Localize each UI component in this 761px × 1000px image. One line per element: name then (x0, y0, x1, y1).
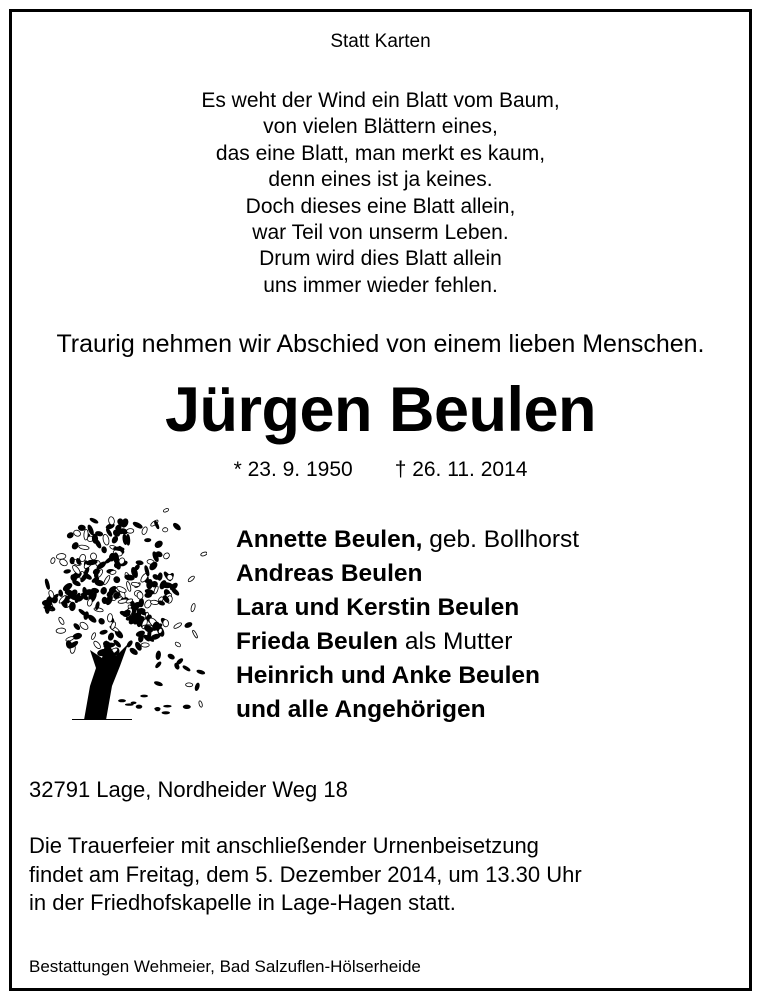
ceremony-line: in der Friedhofskapelle in Lage-Hagen statt. (29, 890, 456, 915)
mourner-name: Annette Beulen, (236, 526, 423, 553)
mourners-list (236, 523, 579, 727)
mourner-row (236, 591, 579, 625)
mourner-name: Andreas Beulen (236, 560, 423, 587)
poem-line: das eine Blatt, man merkt es kaum, (215, 141, 546, 165)
poem-line: Doch dieses eine Blatt allein, (245, 194, 516, 218)
mourner-note: geb. Bollhorst (422, 526, 580, 553)
family-address: 32791 Lage, Nordheider Weg 18 (29, 777, 348, 802)
poem-line: von vielen Blättern eines, (263, 115, 498, 139)
life-dates (0, 456, 761, 484)
mourner-row (236, 693, 579, 727)
mourner-name: Frieda Beulen (236, 628, 399, 655)
mourner-row (236, 625, 579, 659)
ceremony-line: findet am Freitag, dem 5. Dezember 2014, um 13.30 Uhr (29, 861, 582, 887)
tree-with-falling-leaves-icon (32, 490, 207, 720)
poem-line: Es weht der Wind ein Blatt vom Baum, (201, 89, 560, 112)
deceased-name: Jürgen Beulen (164, 375, 597, 445)
poem-line: war Teil von unserm Leben. (252, 221, 509, 245)
mourner-name: Heinrich und Anke Beulen (236, 662, 541, 689)
statt-karten-label: Statt Karten (330, 31, 431, 52)
poem-line: Drum wird dies Blatt allein (259, 247, 502, 271)
mourner-row (236, 659, 579, 693)
mourner-name: Lara und Kerstin Beulen (236, 594, 520, 621)
mourner-row (236, 557, 579, 591)
poem-line: denn eines ist ja keines. (268, 168, 493, 192)
death-date: † 26. 11. 2014 (394, 458, 528, 481)
farewell-intro: Traurig nehmen wir Abschied von einem lieben Menschen. (56, 330, 705, 358)
undertaker-credit: Bestattungen Wehmeier, Bad Salzuflen-Hölserheide (29, 957, 421, 976)
mourner-note: als Mutter (398, 628, 513, 655)
poem (0, 88, 761, 299)
mourner-row (236, 523, 579, 557)
ceremony-line: Die Trauerfeier mit anschließender Urnenbeisetzung (29, 833, 539, 858)
birth-date: * 23. 9. 1950 (233, 458, 353, 481)
mourner-name: und alle Angehörigen (236, 696, 486, 723)
ceremony-info (29, 832, 582, 918)
poem-line: uns immer wieder fehlen. (263, 273, 498, 297)
